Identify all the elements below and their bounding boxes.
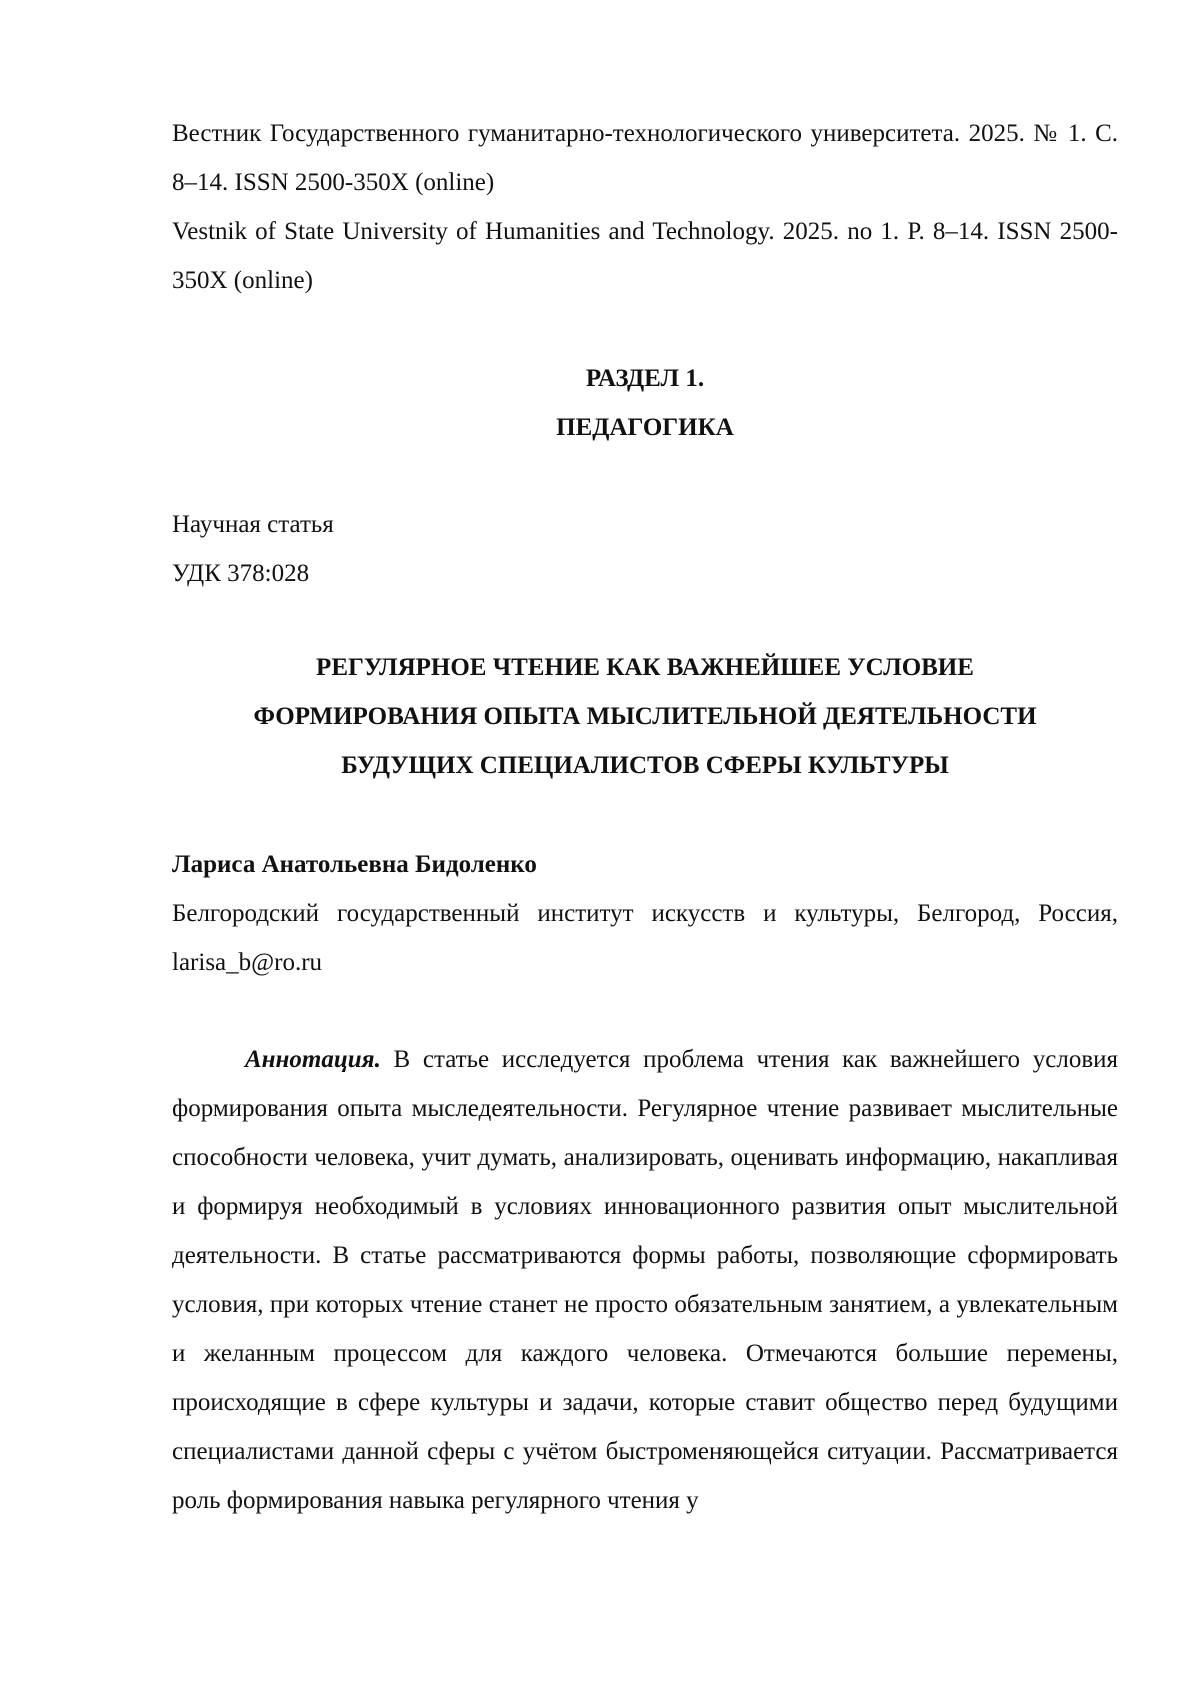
article-title-line: ФОРМИРОВАНИЯ ОПЫТА МЫСЛИТЕЛЬНОЙ ДЕЯТЕЛЬНОСТИ	[172, 692, 1118, 741]
author-name: Лариса Анатольевна Бидоленко	[172, 840, 537, 889]
citation-english: Vestnik of State University of Humanities and Technology. 2025. no 1. P. 8–14. ISSN 2500-350X (online)	[172, 207, 1118, 305]
article-title	[172, 643, 1118, 790]
article-title-line: РЕГУЛЯРНОЕ ЧТЕНИЕ КАК ВАЖНЕЙШЕЕ УСЛОВИЕ	[172, 643, 1118, 692]
author-affiliation: Белгородский государственный институт искусств и культуры, Белгород, Россия, larisa_b@ro.ru	[172, 889, 1118, 987]
udc-code: УДК 378:028	[172, 549, 309, 598]
abstract-label: Аннотация.	[245, 1046, 381, 1073]
article-title-line: БУДУЩИХ СПЕЦИАЛИСТОВ СФЕРЫ КУЛЬТУРЫ	[172, 741, 1118, 790]
section-number: РАЗДЕЛ 1.	[172, 354, 1118, 403]
section-name: ПЕДАГОГИКА	[172, 403, 1118, 452]
abstract-text: В статье исследуется проблема чтения как важнейшего условия формирования опыта мыследеятельности. Регулярное чтение развивает мыслительные способности человека, учит думать, анализировать, оценивать информацию, накапливая и формируя необходимый в условиях инновационного развития опыт мыслительной деятельности. В статье рассматриваются формы работы, позволяющие сформировать условия, при которых чтение станет не просто обязательным занятием, а увлекательным и желанным процессом для каждого человека. Отмечаются большие перемены, происходящие в сфере культуры и задачи, которые ставит общество перед будущими специалистами данной сферы с учётом быстроменяющейся ситуации. Рассматривается роль формирования навыка регулярного чтения у	[172, 1046, 1118, 1514]
citation-russian: Вестник Государственного гуманитарно-технологического университета. 2025. № 1. С. 8–14. ISSN 2500-350X (online)	[172, 109, 1118, 207]
abstract	[172, 1035, 1118, 1525]
article-type: Научная статья	[172, 500, 334, 549]
